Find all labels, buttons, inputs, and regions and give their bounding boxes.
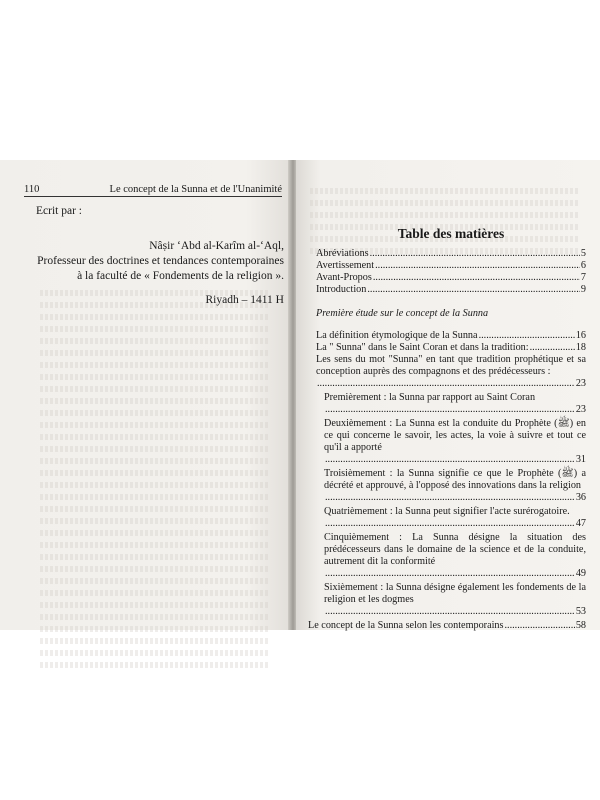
toc-title: Table des matières <box>397 226 505 241</box>
toc-entry: La " Sunna" dans le Saint Coran et dans la tradition: ..... 18 <box>316 342 586 354</box>
toc-entry: La définition étymologique de la Sunna ..... 16 <box>316 330 586 342</box>
toc-entry: Quatrièmement : la Sunna peut signifier l'acte surérogatoire. ..... 47 <box>316 506 586 530</box>
table-of-contents <box>308 226 587 632</box>
toc-entry: Les sens du mot "Sunna" en tant que tradition prophétique et sa conception auprès des compagnons et des prédécesseurs : ..... 23 <box>316 354 586 390</box>
author-name: Nâṣir ‘Abd al-Karîm al-‘Aql, <box>149 240 284 252</box>
toc-entry: Avertissement ..... 6 <box>316 260 586 272</box>
toc-entry: Sixièmement : la Sunna désigne également les fondements de la religion et les dogmes ..... 53 <box>316 582 586 618</box>
toc-entry: Cinquièmement : La Sunna désigne la situation des prédécesseurs dans le domaine de la science et de la conduite, autrement dit la conformité ..... 49 <box>316 532 586 580</box>
toc-entry: Troisièmement : la Sunna signifie ce que le Prophète (ﷺ) a décrété et approuvé, à l'opposé des innovations dans la religion ..... 36 <box>316 468 586 504</box>
page-number: 110 <box>24 184 40 195</box>
author-role: Professeur des doctrines et tendances contemporaines à la faculté de « Fondements de la religion ». <box>37 255 284 282</box>
toc-entry: Deuxièmement : La Sunna est la conduite du Prophète (ﷺ) en ce qui concerne le savoir, les actes, la voie à suivre et tout ce qu'il a apporté ..... 31 <box>316 418 586 466</box>
toc-entry: Abréviations ..... 5 <box>316 248 586 260</box>
toc-entry: Premièrement : la Sunna par rapport au Saint Coran ..... 23 <box>316 392 586 416</box>
toc-entry: Le concept de la Sunna selon les contemporains ..... 58 <box>308 620 586 632</box>
written-by-label: Ecrit par : <box>36 205 82 217</box>
bleed-through-text <box>40 290 270 674</box>
toc-entry: Avant-Propos ..... 7 <box>316 272 586 284</box>
section-heading: Première étude sur le concept de la Sunna <box>316 308 489 319</box>
place-date: Riyadh – 1411 H <box>205 294 284 306</box>
toc-entry: Introduction ..... 9 <box>316 284 586 296</box>
left-page <box>0 160 290 630</box>
book-spread <box>0 160 600 630</box>
running-head-title: Le concept de la Sunna et de l'Unanimité <box>109 184 282 195</box>
running-header <box>24 184 282 197</box>
left-page-text <box>36 204 284 308</box>
